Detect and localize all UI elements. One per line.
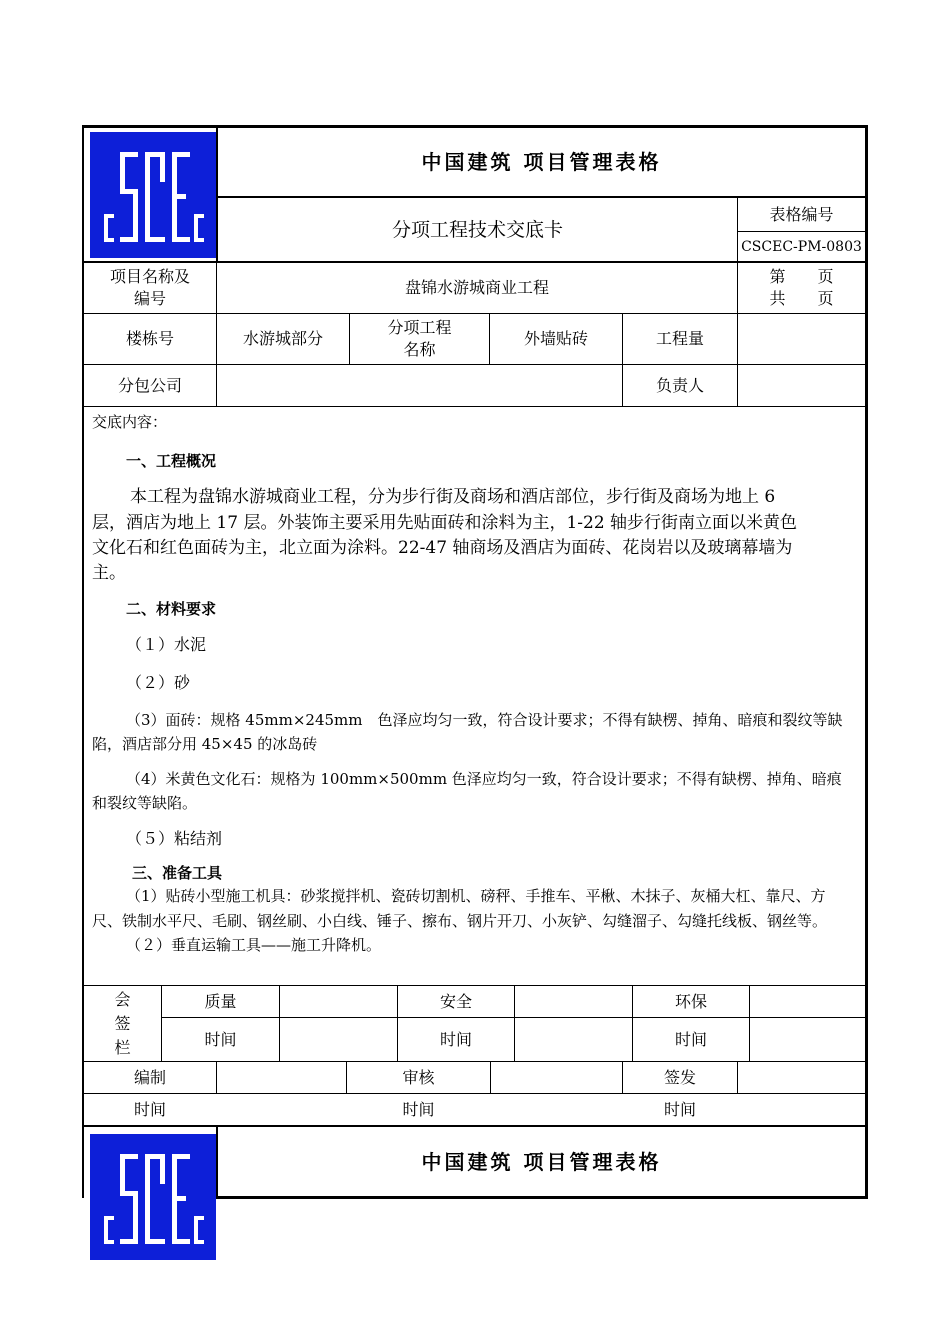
material-tile-line-2: 陷，酒店部分用 45×45 的冰岛砖	[92, 735, 318, 753]
material-stone-line-1: （4）米黄色文化石：规格为 100mm×500mm 色泽应均匀一致，符合设计要求；不得有缺楞、掉角、暗痕	[126, 770, 842, 788]
subitem-label-line2: 名称	[403, 340, 436, 359]
environment-time-label: 时间	[674, 1029, 707, 1049]
material-adhesive: （５）粘结剂	[126, 829, 223, 848]
countersign-char-3: 栏	[114, 1037, 131, 1057]
responsible-value[interactable]	[738, 365, 865, 406]
safety-time-label: 时间	[439, 1029, 472, 1049]
brand-title: 中国建筑 项目管理表格	[421, 150, 662, 174]
material-sand: （２）砂	[126, 673, 191, 692]
safety-signature[interactable]	[515, 986, 632, 1017]
material-stone-line-2: 和裂纹等缺陷。	[92, 794, 198, 812]
tools-line-1: （1）贴砖小型施工机具：砂浆搅拌机、瓷砖切割机、磅秤、手推车、平楸、木抹子、灰桶大杠、靠尺、方	[126, 887, 826, 905]
brand-title-2: 中国建筑 项目管理表格	[421, 1150, 662, 1174]
safety-label: 安全	[439, 991, 472, 1011]
section-1-line-2: 层，酒店为地上 17 层。外装饰主要采用先贴面砖和涂料为主，1-22 轴步行街南立面以米黄色	[92, 513, 798, 533]
quality-time-label: 时间	[204, 1029, 237, 1049]
page-counter	[738, 263, 865, 313]
material-cement: （１）水泥	[126, 635, 207, 654]
cscec-logo	[90, 132, 216, 258]
section-1-line-3: 文化石和红色面砖为主，北立面为涂料。22-47 轴商场及酒店为面砖、花岗岩以及玻璃幕墙为	[92, 538, 793, 558]
section-1-title: 一、工程概况	[126, 452, 217, 470]
quality-label: 质量	[204, 991, 237, 1011]
project-label-line1: 项目名称及	[109, 267, 190, 286]
form-title: 分项工程技术交底卡	[391, 218, 563, 241]
signoff-bottom	[84, 1125, 866, 1127]
quantity-label: 工程量	[655, 329, 704, 348]
compile-time-label: 时间	[133, 1099, 166, 1119]
project-label	[84, 263, 216, 313]
issue-time-label: 时间	[663, 1099, 696, 1119]
building-value: 水游城部分	[242, 329, 323, 348]
page-label: 第 页	[769, 267, 834, 286]
tools-line-3: （２）垂直运输工具——施工升降机。	[126, 936, 382, 954]
issue-label: 签发	[663, 1067, 696, 1087]
form-no: CSCEC-PM-0803	[741, 238, 862, 255]
cscec-logo-icon-2	[90, 1134, 216, 1260]
cscec-logo-icon	[90, 132, 216, 258]
environment-label: 环保	[674, 991, 707, 1011]
building-label: 楼栋号	[125, 329, 174, 348]
subitem-label	[350, 314, 489, 364]
countersign-char-1: 会	[114, 989, 131, 1009]
environment-time-value[interactable]	[750, 1018, 865, 1061]
environment-signature[interactable]	[750, 986, 865, 1017]
countersign-label	[84, 986, 161, 1061]
material-tile-line-1: （3）面砖：规格 45mm×245mm 色泽应均匀一致，符合设计要求；不得有缺楞、掉角、暗痕和裂纹等缺	[126, 711, 843, 729]
header2-bottom	[216, 1196, 868, 1199]
info-row-line-3	[84, 406, 866, 407]
content-intro: 交底内容：	[92, 413, 168, 431]
section-2-title: 二、材料要求	[126, 600, 217, 618]
safety-time-value[interactable]	[515, 1018, 632, 1061]
section-1-line-4: 主。	[92, 563, 126, 583]
quality-time-value[interactable]	[280, 1018, 397, 1061]
review-time-label: 时间	[402, 1099, 435, 1119]
section-3-title: 三、准备工具	[132, 864, 223, 882]
quantity-value[interactable]	[738, 314, 865, 364]
countersign-char-2: 签	[114, 1013, 131, 1033]
compile-value[interactable]	[217, 1062, 346, 1093]
issue-value[interactable]	[738, 1062, 865, 1093]
subcontractor-value[interactable]	[217, 365, 622, 406]
quality-signature[interactable]	[280, 986, 397, 1017]
section-1-line-1: 本工程为盘锦水游城商业工程，分为步行街及商场和酒店部位，步行街及商场为地上 6	[130, 487, 776, 507]
responsible-label: 负责人	[655, 375, 704, 395]
cscec-logo-2	[90, 1134, 216, 1260]
review-value[interactable]	[491, 1062, 622, 1093]
form-no-label: 表格编号	[769, 204, 834, 224]
subitem-label-line1: 分项工程	[387, 318, 452, 337]
compile-label: 编制	[133, 1067, 166, 1087]
project-value: 盘锦水游城商业工程	[404, 278, 549, 297]
frame-right	[865, 125, 868, 1198]
project-label-line2: 编号	[133, 289, 166, 308]
subitem-value: 外墙贴砖	[523, 329, 588, 348]
review-label: 审核	[402, 1067, 435, 1087]
subcontractor-label: 分包公司	[117, 375, 182, 395]
total-label: 共 页	[769, 289, 834, 308]
tools-line-2: 尺、铁制水平尺、毛刷、钢丝刷、小白线、锤子、擦布、钢片开刀、小灰铲、勾缝溜子、勾缝托线板、钢丝等。	[92, 912, 828, 930]
